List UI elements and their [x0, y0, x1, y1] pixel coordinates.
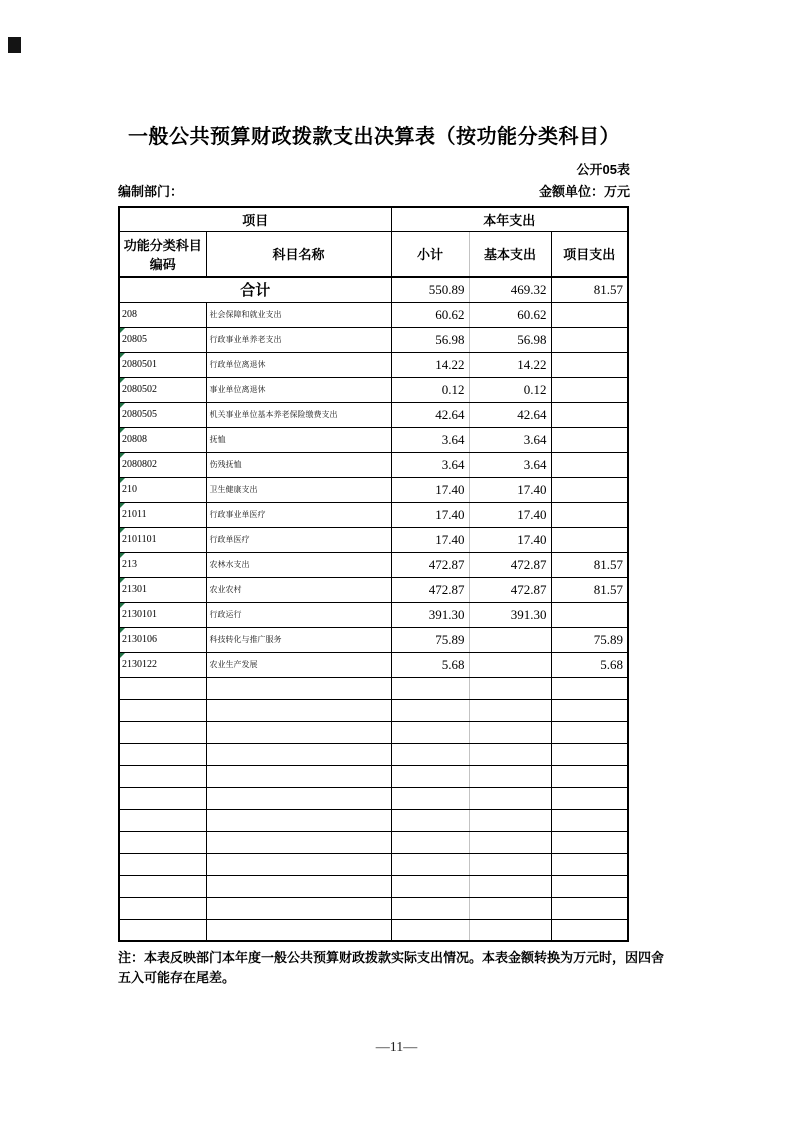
empty-table-row [119, 897, 628, 919]
row-subtotal-cell: 5.68 [391, 652, 469, 677]
empty-table-row [119, 743, 628, 765]
total-label: 合计 [119, 277, 391, 302]
empty-project-cell [551, 809, 628, 831]
excel-text-marker-icon [120, 328, 125, 333]
row-subtotal-cell: 472.87 [391, 577, 469, 602]
empty-name-cell [206, 919, 391, 941]
page-title: 一般公共预算财政拨款支出决算表（按功能分类科目） [128, 126, 620, 148]
empty-subtotal-cell [391, 853, 469, 875]
row-subtotal-cell: 391.30 [391, 602, 469, 627]
empty-subtotal-cell [391, 787, 469, 809]
empty-subtotal-cell [391, 897, 469, 919]
row-basic-cell: 17.40 [469, 527, 551, 552]
empty-code-cell [119, 765, 206, 787]
total-row [119, 277, 628, 302]
empty-basic-cell [469, 831, 551, 853]
empty-code-cell [119, 743, 206, 765]
excel-text-marker-icon [120, 578, 125, 583]
row-project-cell [551, 452, 628, 477]
table-row [119, 352, 628, 377]
empty-basic-cell [469, 765, 551, 787]
row-code: 21011 [122, 509, 147, 520]
empty-project-cell [551, 875, 628, 897]
empty-code-cell [119, 699, 206, 721]
header-project-column: 项目支出 [551, 231, 628, 277]
empty-project-cell [551, 721, 628, 743]
empty-code-cell [119, 875, 206, 897]
row-code-cell [119, 652, 206, 677]
row-subtotal-cell: 14.22 [391, 352, 469, 377]
row-name-cell: 行政事业单养老支出 [206, 327, 391, 352]
empty-table-row [119, 677, 628, 699]
empty-code-cell [119, 853, 206, 875]
table-row [119, 302, 628, 327]
row-code: 2080802 [122, 459, 157, 470]
excel-text-marker-icon [120, 428, 125, 433]
row-code: 21301 [122, 584, 147, 595]
empty-table-row [119, 919, 628, 941]
empty-basic-cell [469, 787, 551, 809]
empty-subtotal-cell [391, 919, 469, 941]
row-subtotal-cell: 60.62 [391, 302, 469, 327]
empty-project-cell [551, 699, 628, 721]
excel-text-marker-icon [120, 453, 125, 458]
empty-basic-cell [469, 699, 551, 721]
row-code: 2130106 [122, 634, 157, 645]
row-code: 2080502 [122, 384, 157, 395]
row-code-cell [119, 502, 206, 527]
empty-subtotal-cell [391, 875, 469, 897]
prepared-by-label: 编制部门： [118, 184, 184, 199]
row-name-cell: 农业生产发展 [206, 652, 391, 677]
empty-project-cell [551, 787, 628, 809]
excel-text-marker-icon [120, 603, 125, 608]
header-year-expense-group: 本年支出 [391, 207, 628, 231]
empty-project-cell [551, 743, 628, 765]
expenditure-table [118, 206, 629, 942]
row-basic-cell: 472.87 [469, 577, 551, 602]
row-project-cell [551, 377, 628, 402]
total-subtotal-value: 550.89 [391, 277, 469, 302]
empty-project-cell [551, 853, 628, 875]
row-code: 213 [122, 559, 137, 570]
row-project-cell: 75.89 [551, 627, 628, 652]
row-subtotal-cell: 17.40 [391, 527, 469, 552]
empty-name-cell [206, 809, 391, 831]
empty-table-row [119, 853, 628, 875]
table-row [119, 327, 628, 352]
empty-code-cell [119, 721, 206, 743]
row-basic-cell: 472.87 [469, 552, 551, 577]
footnote-line-2: 五入可能存在尾差。 [118, 970, 236, 985]
row-code-cell [119, 302, 206, 327]
row-basic-cell [469, 627, 551, 652]
empty-code-cell [119, 897, 206, 919]
empty-name-cell [206, 677, 391, 699]
row-code-cell [119, 402, 206, 427]
empty-basic-cell [469, 897, 551, 919]
row-project-cell [551, 327, 628, 352]
row-code-cell [119, 477, 206, 502]
table-row [119, 377, 628, 402]
empty-basic-cell [469, 677, 551, 699]
empty-table-row [119, 809, 628, 831]
row-project-cell [551, 527, 628, 552]
row-name-cell: 行政单位离退休 [206, 352, 391, 377]
empty-table-row [119, 765, 628, 787]
empty-name-cell [206, 787, 391, 809]
table-row [119, 477, 628, 502]
header-columns-row [119, 231, 628, 277]
row-code: 2130122 [122, 659, 157, 670]
excel-text-marker-icon [120, 653, 125, 658]
empty-basic-cell [469, 853, 551, 875]
row-basic-cell [469, 652, 551, 677]
row-code: 20808 [122, 434, 147, 445]
table-row [119, 552, 628, 577]
table-row [119, 427, 628, 452]
empty-subtotal-cell [391, 699, 469, 721]
row-code-cell [119, 627, 206, 652]
row-name-cell: 事业单位离退休 [206, 377, 391, 402]
header-code-column [119, 231, 206, 277]
empty-name-cell [206, 699, 391, 721]
row-name-cell: 农业农村 [206, 577, 391, 602]
empty-name-cell [206, 721, 391, 743]
row-subtotal-cell: 17.40 [391, 502, 469, 527]
row-code-cell [119, 552, 206, 577]
empty-basic-cell [469, 919, 551, 941]
total-project-value: 81.57 [551, 277, 628, 302]
row-name-cell: 行政运行 [206, 602, 391, 627]
row-basic-cell: 17.40 [469, 502, 551, 527]
row-code: 2130101 [122, 609, 157, 620]
row-code: 2080505 [122, 409, 157, 420]
row-name-cell: 社会保障和就业支出 [206, 302, 391, 327]
row-code: 208 [122, 309, 137, 320]
row-project-cell [551, 352, 628, 377]
row-basic-cell: 3.64 [469, 452, 551, 477]
empty-project-cell [551, 765, 628, 787]
row-basic-cell: 3.64 [469, 427, 551, 452]
footnote-line-1: 注：本表反映部门本年度一般公共预算财政拨款实际支出情况。本表金额转换为万元时，因四舍 [118, 950, 665, 965]
row-subtotal-cell: 17.40 [391, 477, 469, 502]
excel-text-marker-icon [120, 503, 125, 508]
empty-code-cell [119, 919, 206, 941]
footnote [118, 948, 665, 988]
table-row [119, 452, 628, 477]
row-code-cell [119, 527, 206, 552]
row-project-cell [551, 427, 628, 452]
empty-name-cell [206, 875, 391, 897]
row-project-cell [551, 477, 628, 502]
table-row [119, 402, 628, 427]
table-row [119, 627, 628, 652]
row-code-cell [119, 327, 206, 352]
row-name-cell: 科技转化与推广服务 [206, 627, 391, 652]
empty-basic-cell [469, 875, 551, 897]
empty-project-cell [551, 677, 628, 699]
empty-code-cell [119, 677, 206, 699]
empty-subtotal-cell [391, 765, 469, 787]
table-row [119, 652, 628, 677]
table-header [119, 207, 628, 277]
row-project-cell [551, 602, 628, 627]
empty-name-cell [206, 853, 391, 875]
empty-project-cell [551, 919, 628, 941]
table-row [119, 527, 628, 552]
row-subtotal-cell: 56.98 [391, 327, 469, 352]
row-subtotal-cell: 472.87 [391, 552, 469, 577]
table-row [119, 502, 628, 527]
empty-name-cell [206, 831, 391, 853]
row-project-cell: 81.57 [551, 577, 628, 602]
row-subtotal-cell: 42.64 [391, 402, 469, 427]
row-name-cell: 伤残抚恤 [206, 452, 391, 477]
empty-basic-cell [469, 809, 551, 831]
page-number: —11— [375, 1040, 418, 1055]
empty-table-row [119, 831, 628, 853]
row-code: 2101101 [122, 534, 157, 545]
row-project-cell [551, 502, 628, 527]
row-basic-cell: 391.30 [469, 602, 551, 627]
row-basic-cell: 42.64 [469, 402, 551, 427]
row-name-cell: 农林水支出 [206, 552, 391, 577]
excel-text-marker-icon [120, 403, 125, 408]
row-project-cell: 5.68 [551, 652, 628, 677]
row-code-cell [119, 377, 206, 402]
header-project-group: 项目 [119, 207, 391, 231]
unit-label: 金额单位：万元 [538, 184, 630, 199]
row-name-cell: 卫生健康支出 [206, 477, 391, 502]
row-basic-cell: 56.98 [469, 327, 551, 352]
empty-code-cell [119, 787, 206, 809]
row-basic-cell: 60.62 [469, 302, 551, 327]
empty-subtotal-cell [391, 677, 469, 699]
row-subtotal-cell: 3.64 [391, 427, 469, 452]
empty-table-row [119, 875, 628, 897]
page-content [118, 0, 665, 988]
row-code: 20805 [122, 334, 147, 345]
excel-text-marker-icon [120, 553, 125, 558]
empty-name-cell [206, 765, 391, 787]
form-number-label: 公开05表 [576, 162, 630, 177]
total-basic-value: 469.32 [469, 277, 551, 302]
row-name-cell: 行政单医疗 [206, 527, 391, 552]
row-subtotal-cell: 3.64 [391, 452, 469, 477]
row-code-cell [119, 352, 206, 377]
empty-name-cell [206, 743, 391, 765]
empty-basic-cell [469, 721, 551, 743]
empty-subtotal-cell [391, 721, 469, 743]
row-code-cell [119, 577, 206, 602]
row-basic-cell: 0.12 [469, 377, 551, 402]
header-basic-column: 基本支出 [469, 231, 551, 277]
table-body [119, 277, 628, 941]
empty-subtotal-cell [391, 831, 469, 853]
row-subtotal-cell: 0.12 [391, 377, 469, 402]
empty-project-cell [551, 831, 628, 853]
row-code-cell [119, 602, 206, 627]
empty-name-cell [206, 897, 391, 919]
excel-text-marker-icon [120, 628, 125, 633]
row-code: 2080501 [122, 359, 157, 370]
row-project-cell [551, 402, 628, 427]
row-name-cell: 抚恤 [206, 427, 391, 452]
header-group-row [119, 207, 628, 231]
row-project-cell [551, 302, 628, 327]
row-code: 210 [122, 484, 137, 495]
empty-code-cell [119, 809, 206, 831]
row-name-cell: 行政事业单医疗 [206, 502, 391, 527]
table-row [119, 602, 628, 627]
header-code-line2: 编码 [149, 256, 176, 272]
header-subtotal-column: 小计 [391, 231, 469, 277]
table-row [119, 577, 628, 602]
row-subtotal-cell: 75.89 [391, 627, 469, 652]
empty-project-cell [551, 897, 628, 919]
row-basic-cell: 17.40 [469, 477, 551, 502]
excel-text-marker-icon [120, 478, 125, 483]
empty-table-row [119, 699, 628, 721]
empty-table-row [119, 721, 628, 743]
row-basic-cell: 14.22 [469, 352, 551, 377]
row-code-cell [119, 452, 206, 477]
header-name-column: 科目名称 [206, 231, 391, 277]
row-project-cell: 81.57 [551, 552, 628, 577]
excel-text-marker-icon [120, 378, 125, 383]
meta-row [118, 182, 630, 201]
row-code-cell [119, 427, 206, 452]
scan-artifact-mark [8, 37, 21, 53]
empty-subtotal-cell [391, 743, 469, 765]
row-name-cell: 机关事业单位基本养老保险缴费支出 [206, 402, 391, 427]
empty-subtotal-cell [391, 809, 469, 831]
empty-basic-cell [469, 743, 551, 765]
empty-code-cell [119, 831, 206, 853]
header-code-line1: 功能分类科目 [123, 237, 202, 253]
excel-text-marker-icon [120, 528, 125, 533]
excel-text-marker-icon [120, 353, 125, 358]
empty-table-row [119, 787, 628, 809]
